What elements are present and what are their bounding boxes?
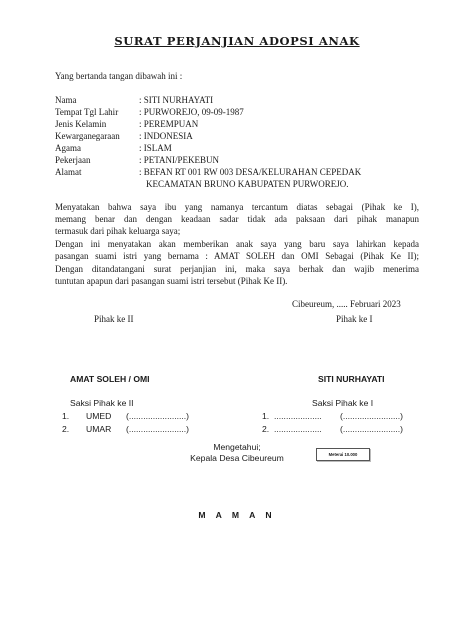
field-value-address: : BEFAN RT 001 RW 003 DESA/KELURAHAN CEPEDAK bbox=[139, 167, 362, 177]
statement-line: pasangan suami istri yang bernama : AMAT SOLEH dan OMI Sebagai (Pihak Ke II); bbox=[55, 251, 419, 262]
witness-left-1-no: 1. bbox=[62, 411, 70, 421]
village-head-title: Kepala Desa Cibeureum bbox=[190, 453, 284, 463]
village-head-name: M A M A N bbox=[198, 510, 276, 520]
witness-left-1-sign: (........................) bbox=[126, 411, 190, 421]
field-label-nationality: Kewarganegaraan bbox=[55, 131, 120, 141]
field-value-birth: : PURWOREJO, 09-09-1987 bbox=[139, 107, 244, 117]
statement-line: memang benar dan dengan keadaan sadar tidak ada paksaan dari pihak manapun bbox=[55, 214, 419, 225]
party-2-label: Pihak ke II bbox=[94, 314, 134, 324]
field-value-nationality: : INDONESIA bbox=[139, 131, 193, 141]
field-label-birth: Tempat Tgl Lahir bbox=[55, 107, 119, 117]
intro-text: Yang bertanda tangan dibawah ini : bbox=[55, 71, 183, 81]
document-title: SURAT PERJANJIAN ADOPSI ANAK bbox=[114, 34, 360, 48]
witness-right-title: Saksi Pihak ke I bbox=[312, 398, 374, 408]
field-label-address: Alamat bbox=[55, 167, 82, 177]
revenue-stamp: Meterai 10.000 bbox=[316, 448, 370, 461]
witness-left-2-sign: (........................) bbox=[126, 424, 190, 434]
witness-right-2-no: 2. bbox=[262, 424, 270, 434]
party-1-label: Pihak ke I bbox=[336, 314, 373, 324]
acknowledged-label: Mengetahui; bbox=[213, 442, 261, 452]
field-value-address-line2: KECAMATAN BRUNO KABUPATEN PURWOREJO. bbox=[146, 179, 349, 189]
witness-left-2-name: UMAR bbox=[86, 424, 112, 434]
witness-right-2-sign: (........................) bbox=[340, 424, 404, 434]
witness-left-title: Saksi Pihak ke II bbox=[70, 398, 134, 408]
witness-right-1-sign: (........................) bbox=[340, 411, 404, 421]
place-date: Cibeureum, ..... Februari 2023 bbox=[292, 299, 401, 309]
statement-paragraph-2 bbox=[55, 238, 419, 262]
witness-left-1-name: UMED bbox=[86, 411, 112, 421]
statement-paragraph-3 bbox=[55, 263, 419, 287]
field-value-gender: : PEREMPUAN bbox=[139, 119, 199, 129]
statement-line: Menyatakan bahwa saya ibu yang namanya tercantum diatas sebagai (Pihak ke I), bbox=[55, 202, 419, 212]
field-label-gender: Jenis Kelamin bbox=[55, 119, 107, 129]
witness-right-2-name: .................... bbox=[274, 424, 322, 434]
statement-line: Dengan ditandatangani surat perjanjian ini, maka saya berhak dan wajib menerima bbox=[55, 264, 419, 274]
party-1-name: SITI NURHAYATI bbox=[318, 374, 385, 384]
field-label-occupation: Pekerjaan bbox=[55, 155, 91, 165]
statement-line: Dengan ini menyatakan akan memberikan anak saya yang baru saya lahirkan kepada bbox=[55, 239, 419, 249]
statement-line: termasuk dari pihak keluarga saya; bbox=[55, 226, 181, 237]
party-2-name: AMAT SOLEH / OMI bbox=[70, 374, 150, 384]
field-value-occupation: : PETANI/PEKEBUN bbox=[139, 155, 220, 165]
field-value-name: : SITI NURHAYATI bbox=[139, 95, 214, 105]
field-value-religion: : ISLAM bbox=[139, 143, 172, 153]
field-label-religion: Agama bbox=[55, 143, 81, 153]
witness-right-1-no: 1. bbox=[262, 411, 270, 421]
witness-right-1-name: .................... bbox=[274, 411, 322, 421]
field-label-name: Nama bbox=[55, 95, 77, 105]
witness-left-2-no: 2. bbox=[62, 424, 70, 434]
statement-line: tuntutan apapun dari pasangan suami istri tersebut (Pihak Ke II). bbox=[55, 276, 288, 287]
statement-paragraph-1 bbox=[55, 201, 419, 238]
